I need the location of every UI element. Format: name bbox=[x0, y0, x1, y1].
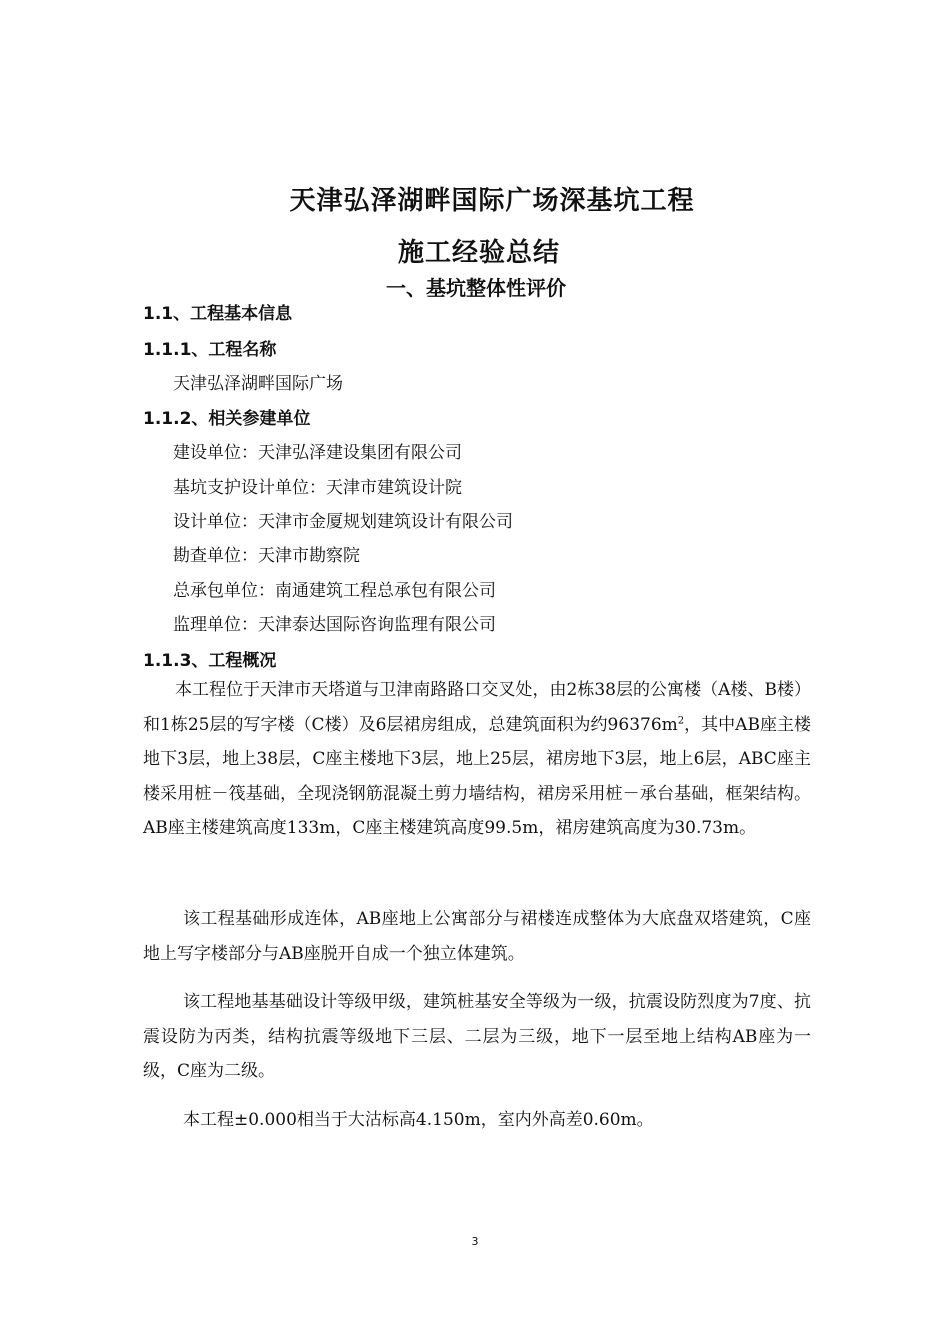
heading-1-1: 1.1、工程基本信息 bbox=[143, 304, 293, 324]
overview-paragraph-4: 本工程±0.000相当于大沽标高4.150m，室内外高差0.60m。 bbox=[183, 1110, 654, 1130]
heading-1-1-1: 1.1.1、工程名称 bbox=[143, 340, 277, 360]
overview-paragraph-3: 该工程地基基础设计等级甲级，建筑桩基安全等级为一级，抗震设防烈度为7度、抗震设防为丙类，结构抗震等级地下三层、二层为三级，地下一层至地上结构AB座为一级，C座为二级。 bbox=[143, 992, 811, 1081]
page-number: 3 bbox=[471, 1235, 479, 1248]
overview-paragraph-2: 该工程基础形成连体，AB座地上公寓部分与裙楼连成整体为大底盘双塔建筑，C座地上写字楼部分与AB座脱开自成一个独立体建筑。 bbox=[143, 909, 811, 964]
heading-1-1-2: 1.1.2、相关参建单位 bbox=[143, 409, 311, 429]
unit-line-developer: 建设单位：天津弘泽建设集团有限公司 bbox=[173, 443, 462, 463]
unit-line-pit-design: 基坑支护设计单位：天津市建筑设计院 bbox=[173, 478, 462, 498]
unit-line-supervisor: 监理单位：天津泰达国际咨询监理有限公司 bbox=[173, 615, 496, 635]
overview-p1-text-b: ，其中AB座主楼地下3层，地上38层，C座主楼地下3层，地上25层，裙房地下3层，地上6层，ABC座主楼采用桩－筏基础，全现浇钢筋混凝土剪力墙结构，裙房采用桩－承台基础，框架结构。AB座主楼建筑高度133m，C座主楼建筑高度99.5m，裙房建筑高度为30.73m。 bbox=[143, 714, 811, 838]
overview-paragraph-1 bbox=[143, 673, 811, 846]
unit-line-survey: 勘查单位：天津市勘察院 bbox=[173, 546, 360, 566]
unit-line-designer: 设计单位：天津市金厦规划建筑设计有限公司 bbox=[173, 512, 513, 532]
unit-line-contractor: 总承包单位：南通建筑工程总承包有限公司 bbox=[173, 581, 496, 601]
superscript-2: 2 bbox=[677, 714, 685, 726]
document-title-line2: 施工经验总结 bbox=[397, 238, 560, 268]
project-name: 天津弘泽湖畔国际广场 bbox=[173, 374, 343, 394]
heading-1-1-3: 1.1.3、工程概况 bbox=[143, 651, 277, 671]
section-title: 一、基坑整体性评价 bbox=[386, 276, 566, 300]
document-title-line1: 天津弘泽湖畔国际广场深基坑工程 bbox=[289, 186, 695, 216]
overview-p1-text-a: 本工程位于天津市天塔道与卫津南路路口交叉处，由2栋38层的公寓楼（A楼、B楼）和1栋25层的写字楼（C楼）及6层裙房组成，总建筑面积为约96376m bbox=[143, 680, 811, 735]
